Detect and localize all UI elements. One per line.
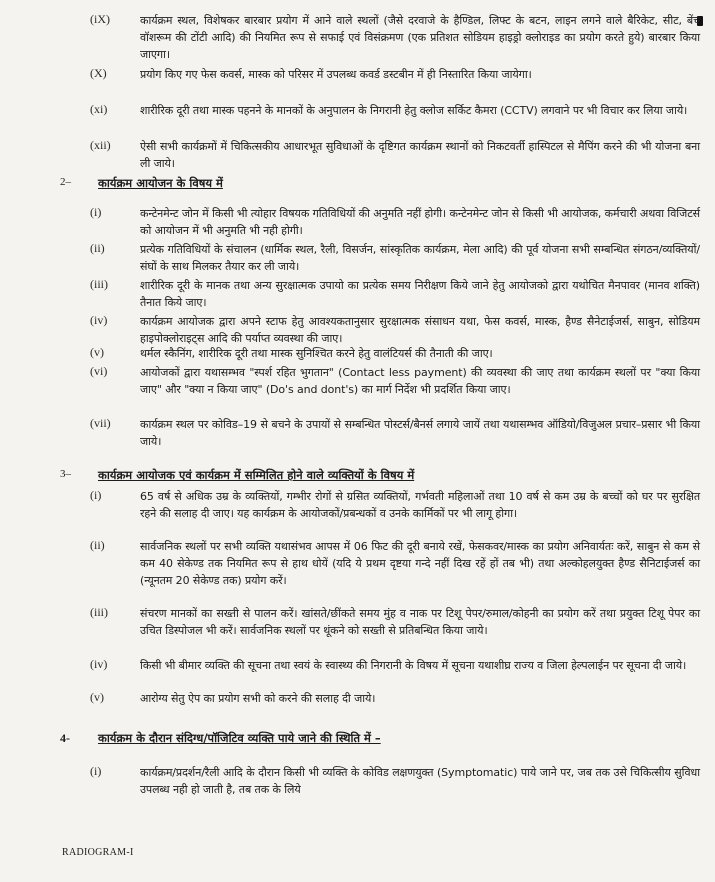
item-text: आयोजकों द्वारा यथासम्भव "स्पर्श रहित भुगतान" (Contact less payment) की व्यवस्था की जाए तथा कार्यक्रम स्थलों पर "क्या किया जाए" और "क्या न किया जाए" (Do's and dont's) का मार्ग निर्देश भी प्रदर्शित किया जाए। xyxy=(140,366,700,396)
item-number: (v) xyxy=(90,345,104,359)
item-number: (ii) xyxy=(90,241,105,255)
item-number: (vi) xyxy=(90,364,108,378)
list-item xyxy=(60,66,700,102)
item-text: कन्टेनमेन्ट जोन में किसी भी त्योहार विषयक गतिविधियों की अनुमति नहीं होगी। कन्टेनमेन्ट जोन से किसी भी आयोजक, कर्मचारी अथवा विजिटर्स को आयोजन में भी अनुमति भी नही होगी। xyxy=(140,207,700,237)
list-item xyxy=(60,12,700,66)
item-number: (ii) xyxy=(90,538,105,552)
item-text: प्रयोग किए गए फेस कवर्स, मास्क को परिसर में उपलब्ध कवर्ड डस्टबीन में ही निस्तारित किया जायेगा। xyxy=(140,68,532,81)
section-title: कार्यक्रम आयोजन के विषय में xyxy=(98,176,223,190)
section-heading xyxy=(40,731,680,751)
item-text: थर्मल स्कैनिंग, शारीरिक दूरी तथा मास्क सुनिश्चित करने हेतु वालंटियर्स की तैनाती की जाए। xyxy=(140,347,493,360)
item-text: आरोग्य सेतु ऐप का प्रयोग सभी को करने की सलाह दी जाये। xyxy=(140,692,376,705)
item-text: 65 वर्ष से अधिक उम्र के व्यक्तियों, गम्भीर रोगों से ग्रसित व्यक्तियों, गर्भवती महिलाओं तथा 10 वर्ष से कम उम्र के बच्चों को घर पर सुरक्षित रहने की सलाह दी जाए। यह कार्यक्रम के आयोजकों/प्रबन्धकों व उनके कार्मिकों पर भी लागू होगा। xyxy=(140,490,700,520)
item-number: (iX) xyxy=(90,12,110,26)
item-text: शारीरिक दूरी के मानक तथा अन्य सुरक्षात्मक उपायो का प्रत्येक समय निरीक्षण किये जाने हेतु आयोजको द्वारा यथोचित मैनपावर (मानव शक्ति) तैनात किये जाए। xyxy=(140,279,700,309)
item-number: (xii) xyxy=(90,138,111,152)
item-number: (iii) xyxy=(90,605,108,619)
item-text: संचरण मानकों का सख्ती से पालन करें। खांसते/छींकते समय मुंह व नाक पर टिशू पेपर/रुमाल/कोहनी का प्रयोग करें तथा प्रयुक्त टिशू पेपर का उचित डिस्पोजल भी करें। सार्वजनिक स्थलों पर थूंकने को सख्ती से प्रतिबन्धित किया जाये। xyxy=(140,607,700,637)
item-number: (v) xyxy=(90,690,104,704)
section-title: कार्यक्रम के दौरान संदिग्ध/पॉजिटिव व्यक्ति पाये जाने की स्थिति में – xyxy=(98,731,381,745)
item-text: कार्यक्रम स्थल पर कोविड–19 से बचने के उपायों से सम्बन्धित पोस्टर्स/बैनर्स लगाये जायें तथा यथासम्भव ऑडियो/विजुअल प्रचार–प्रसार भी किया जाये। xyxy=(140,418,700,448)
item-text: कार्यक्रम स्थल, विशेषकर बारबार प्रयोग में आने वाले स्थलों (जैसे दरवाजे के हैण्डिल, लिफ्ट के बटन, लाइन लगने वाले बैरिकेट, सीट, बेंच वॉशरूम की टोंटी आदि) की नियमित रूप से सफाई एवं विसंक्रमण (एक प्रतिशत सोडियम हाइड्रो क्लोराइड का प्रयोग करते हुये) बारबार किया जाएगा। xyxy=(140,14,700,61)
item-text: कार्यक्रम आयोजक द्वारा अपने स्टाफ हेतु आवश्यकतानुसार सुरक्षात्मक संसाधन यथा, फेस कवर्स, मास्क, हैण्ड सैनेटाईजर्स, साबुन, सोडियम हाइपोक्लोराइट्स आदि की पर्याप्त व्यवस्था की जाए। xyxy=(140,315,700,345)
section-number: 3– xyxy=(60,468,71,480)
item-text: ऐसी सभी कार्यक्रमों में चिकित्सकीय आधारभूत सुविधाओं के दृष्टिगत कार्यक्रम स्थानों को निकटवर्ती हास्पिटल से मैपिंग करने की भी योजना बना ली जाये। xyxy=(140,140,700,170)
item-number: (i) xyxy=(90,488,102,502)
item-number: (iv) xyxy=(90,657,108,671)
item-text: किसी भी बीमार व्यक्ति की सूचना तथा स्वयं के स्वास्थ्य की निगरानी के विषय में सूचना यथाशीघ्र राज्य व जिला हेल्पलाईन पर सूचना दी जाये। xyxy=(140,659,687,672)
section-heading xyxy=(40,176,680,196)
section-title: कार्यक्रम आयोजक एवं कार्यक्रम में सम्मिलित होने वाले व्यक्तियों के विषय में xyxy=(98,468,415,482)
item-number: (xi) xyxy=(90,102,108,116)
section-number: 4- xyxy=(60,731,70,745)
item-text: प्रत्येक गतिविधियों के संचालन (धार्मिक स्थल, रैली, विसर्जन, सांस्कृतिक कार्यक्रम, मेला आदि) की पूर्व योजना सभी सम्बन्धित संगठन/व्यक्तियों/संघों के साथ मिलकर तैयार कर ली जाये। xyxy=(140,243,700,273)
item-number: (iv) xyxy=(90,313,108,327)
item-number: (i) xyxy=(90,764,102,778)
item-number: (vii) xyxy=(90,416,111,430)
section-heading xyxy=(40,468,680,488)
item-text: सार्वजनिक स्थलों पर सभी व्यक्ति यथासंभव आपस में 06 फिट की दूरी बनाये रखें, फेसकवर/मास्क का प्रयोग अनिवार्यतः करें, साबुन से कम से कम 40 सेकेण्ड तक नियमित रूप से हाथ धोयें (यदि ये प्रथम दृष्टया गन्दे नहीं दिख रहें हों तब भी) तथा अल्कोहलयुक्त हैण्ड सैनिटाईजर्स का (न्यूनतम 20 सेकेण्ड तक) प्रयोग करें। xyxy=(140,540,700,587)
list-item xyxy=(60,138,700,174)
item-number: (i) xyxy=(90,205,102,219)
item-number: (iii) xyxy=(90,277,108,291)
item-text: कार्यक्रम/प्रदर्शन/रैली आदि के दौरान किसी भी व्यक्ति के कोविड लक्षणयुक्त (Symptomatic) पाये जाने पर, जब तक उसे चिकित्सीय सुविधा उपलब्ध नही हो जाती है, तब तक के लिये xyxy=(140,766,700,796)
item-number: (X) xyxy=(90,66,107,80)
list-item xyxy=(60,102,700,138)
section-number: 2– xyxy=(60,176,71,188)
footer-label: RADIOGRAM-I xyxy=(62,847,134,858)
item-text: शारीरिक दूरी तथा मास्क पहनने के मानकों के अनुपालन के निगरानी हेतु क्लोज सर्किट कैमरा (CCTV) लगवाने पर भी विचार कर लिया जाये। xyxy=(140,104,688,117)
